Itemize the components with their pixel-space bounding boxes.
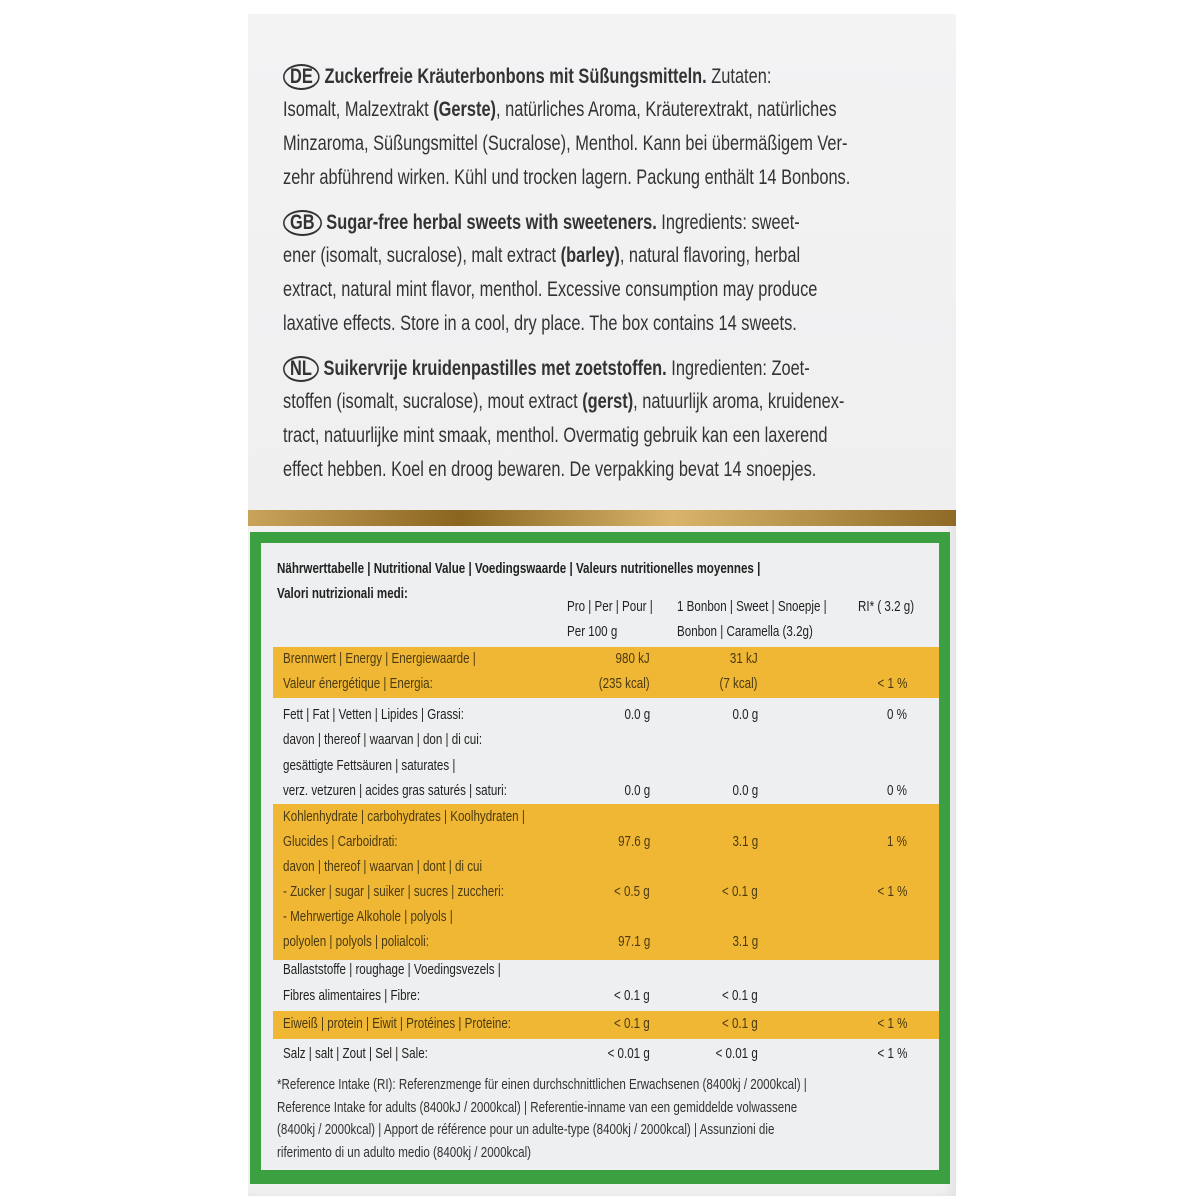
ingredient-line (283, 312, 797, 336)
value-per-100g: < 0.1 g (614, 1016, 650, 1032)
value-per-100g: < 0.5 g (614, 884, 650, 900)
language-badge: GB (283, 210, 322, 236)
bold-text: Zuckerfreie Kräuterbonbons mit Süßungsmitteln. (324, 65, 707, 88)
nutrient-label: davon | thereof | waarvan | dont | di cui (283, 859, 483, 875)
text: laxative effects. Store in a cool, dry place. The box contains 14 sweets. (283, 312, 797, 335)
nutrient-label: davon | thereof | waarvan | don | di cui: (283, 732, 483, 749)
language-badge: DE (283, 64, 320, 90)
value-per-bonbon: 0.0 g (732, 707, 758, 723)
col-header-per100-2: Per 100 g (567, 624, 618, 640)
value-per-100g: 0.0 g (624, 782, 650, 799)
value-per-100g: 980 kJ (615, 651, 650, 667)
value-ri: < 1 % (877, 1016, 907, 1032)
value-per-bonbon: < 0.1 g (722, 1016, 758, 1032)
bold-text: Suikervrije kruidenpastilles met zoetstoffen. (323, 357, 667, 380)
value-ri: < 1 % (877, 676, 907, 692)
value-per-100g: (235 kcal) (599, 676, 650, 692)
bold-text: Sugar-free herbal sweets with sweeteners. (326, 211, 657, 234)
value-per-100g: 97.1 g (617, 934, 650, 950)
col-header-per100: Pro | Per | Pour | (567, 599, 653, 615)
value-ri: < 1 % (877, 1046, 907, 1062)
value-per-bonbon: 3.1 g (732, 934, 758, 950)
bold-text: (barley) (560, 244, 620, 267)
nutrient-label: Valeur énergétique | Energia: (283, 676, 433, 692)
footnote-line: (8400kj / 2000kcal) | Apport de référence pour un adulte-type (8400kj / 2000kcal) | Assunzioni die (277, 1122, 775, 1138)
ingredient-line (283, 132, 847, 156)
nutrient-label: Fibres alimentaires | Fibre: (283, 988, 421, 1004)
nutrient-label: Kohlenhydrate | carbohydrates | Koolhydraten | (283, 809, 525, 825)
gold-stripe (248, 510, 956, 526)
text: , natürliches Aroma, Kräuterextrakt, natürliches (496, 98, 837, 121)
footnote-line: *Reference Intake (RI): Referenzmenge für einen durchschnittlichen Erwachsenen (8400kj / 2000kcal) | (277, 1077, 807, 1093)
nutrient-label: Salz | salt | Zout | Sel | Sale: (283, 1046, 428, 1062)
nutrition-title: Nährwerttabelle | Nutritional Value | Voedingswaarde | Valeurs nutritionelles moyennes | (277, 561, 761, 577)
text: Ingredienten: Zoet- (666, 357, 810, 380)
value-ri: 1 % (887, 834, 907, 850)
text: , natuurlijk aroma, kruidenex- (633, 390, 845, 413)
text: tract, natuurlijke mint smaak, menthol. Overmatig gebruik kan een laxerend (283, 424, 828, 447)
nutrient-label: - Mehrwertige Alkohole | polyols | (283, 909, 453, 925)
nutrient-label: verz. vetzuren | acides gras saturés | saturi: (283, 782, 507, 799)
text: , natural flavoring, herbal (619, 244, 801, 267)
bold-text: (gerst) (582, 390, 634, 413)
nutrient-label: - Zucker | sugar | suiker | sucres | zuccheri: (283, 884, 504, 900)
ingredient-line (283, 244, 800, 268)
ingredient-line (283, 458, 816, 482)
text: ener (isomalt, sucralose), malt extract (283, 244, 561, 267)
text: Zutaten: (706, 65, 772, 88)
value-per-bonbon: < 0.1 g (722, 988, 758, 1004)
text: effect hebben. Koel en droog bewaren. De verpakking bevat 14 snoepjes. (283, 458, 817, 481)
value-per-bonbon: (7 kcal) (719, 676, 758, 692)
col-header-bonbon: 1 Bonbon | Sweet | Snoepje | (677, 599, 827, 615)
value-ri: < 1 % (877, 884, 907, 900)
nutrient-label: polyolen | polyols | polialcoli: (283, 934, 429, 950)
ingredient-line (283, 278, 817, 302)
ingredient-line (283, 424, 827, 448)
nutrient-label: Brennwert | Energy | Energiewaarde | (283, 651, 476, 667)
value-per-bonbon: < 0.01 g (715, 1046, 758, 1062)
value-per-bonbon: 0.0 g (732, 782, 758, 799)
col-header-ri: RI* ( 3.2 g) (858, 599, 915, 615)
ingredient-line (283, 210, 800, 236)
ingredient-line (283, 166, 850, 190)
nutrient-label: Glucides | Carboidrati: (283, 834, 398, 850)
value-per-100g: 0.0 g (624, 707, 650, 723)
value-per-100g: < 0.1 g (614, 988, 650, 1004)
value-per-bonbon: 3.1 g (732, 834, 758, 850)
nutrient-label: gesättigte Fettsäuren | saturates | (283, 757, 456, 774)
footnote-line: Reference Intake for adults (8400kJ / 2000kcal) | Referentie-inname van een gemiddelde volwassene (277, 1099, 798, 1116)
footnote-line: riferimento di un adulto medio (8400kj / 2000kcal) (277, 1144, 532, 1161)
value-per-bonbon: < 0.1 g (722, 884, 758, 900)
text: stoffen (isomalt, sucralose), mout extract (283, 390, 583, 413)
nutrient-label: Eiweiß | protein | Eiwit | Protéines | Proteine: (283, 1016, 512, 1032)
language-badge: NL (283, 356, 319, 382)
ingredient-line (283, 64, 771, 90)
col-header-bonbon-2: Bonbon | Caramella (3.2g) (677, 624, 813, 640)
value-ri: 0 % (887, 782, 907, 799)
ingredient-line (283, 98, 837, 122)
nutrition-title-it: Valori nutrizionali medi: (277, 586, 408, 602)
value-ri: 0 % (887, 707, 907, 723)
value-per-100g: 97.6 g (617, 834, 650, 850)
bold-text: (Gerste) (433, 98, 497, 121)
text: Ingredients: sweet- (656, 211, 800, 234)
text: extract, natural mint flavor, menthol. Excessive consumption may produce (283, 278, 818, 301)
nutrient-label: Fett | Fat | Vetten | Lipides | Grassi: (283, 707, 464, 723)
ingredient-line (283, 356, 810, 382)
value-per-100g: < 0.01 g (607, 1046, 650, 1062)
text: Isomalt, Malzextrakt (283, 98, 434, 121)
text: Minzaroma, Süßungsmittel (Sucralose), Menthol. Kann bei übermäßigem Ver- (283, 132, 848, 155)
text: zehr abführend wirken. Kühl und trocken lagern. Packung enthält 14 Bonbons. (283, 166, 851, 189)
nutrient-label: Ballaststoffe | roughage | Voedingsvezels | (283, 962, 501, 978)
value-per-bonbon: 31 kJ (730, 651, 758, 667)
ingredient-line (283, 390, 844, 414)
